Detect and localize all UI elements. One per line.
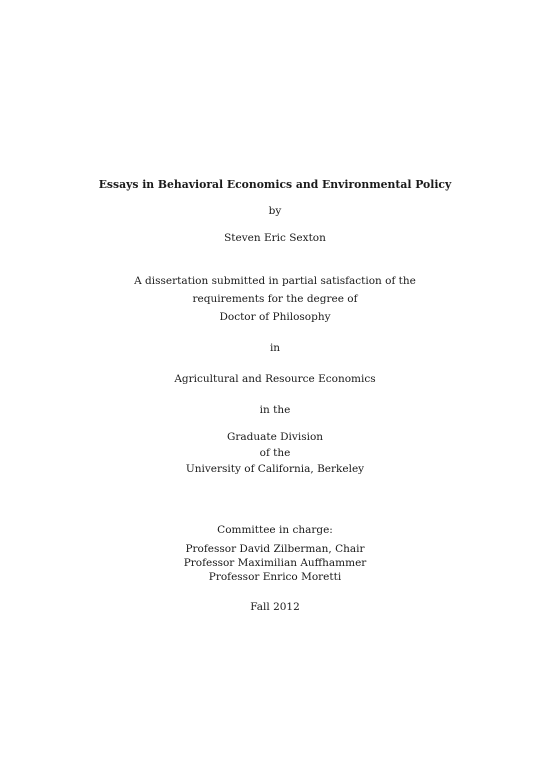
division-line-2: of the — [259, 447, 291, 459]
author-name: Steven Eric Sexton — [224, 232, 326, 244]
statement-line-1: A dissertation submitted in partial satisfaction of the — [134, 275, 416, 287]
field-name: Agricultural and Resource Economics — [174, 373, 376, 385]
in-the-label: in the — [259, 404, 291, 416]
term-date: Fall 2012 — [250, 601, 300, 613]
statement-line-2: requirements for the degree of — [192, 293, 358, 305]
university-name: University of California, Berkeley — [185, 463, 365, 475]
committee-member: Professor David Zilberman, Chair — [185, 543, 365, 555]
in-label: in — [269, 342, 281, 354]
committee-member: Professor Enrico Moretti — [208, 571, 342, 583]
degree-name: Doctor of Philosophy — [219, 311, 331, 323]
committee-heading: Committee in charge: — [217, 524, 333, 536]
division-line-1: Graduate Division — [226, 431, 324, 443]
committee-member: Professor Maximilian Auffhammer — [183, 557, 367, 569]
by-label: by — [268, 205, 282, 217]
dissertation-title: Essays in Behavioral Economics and Environmental Policy — [98, 178, 452, 191]
